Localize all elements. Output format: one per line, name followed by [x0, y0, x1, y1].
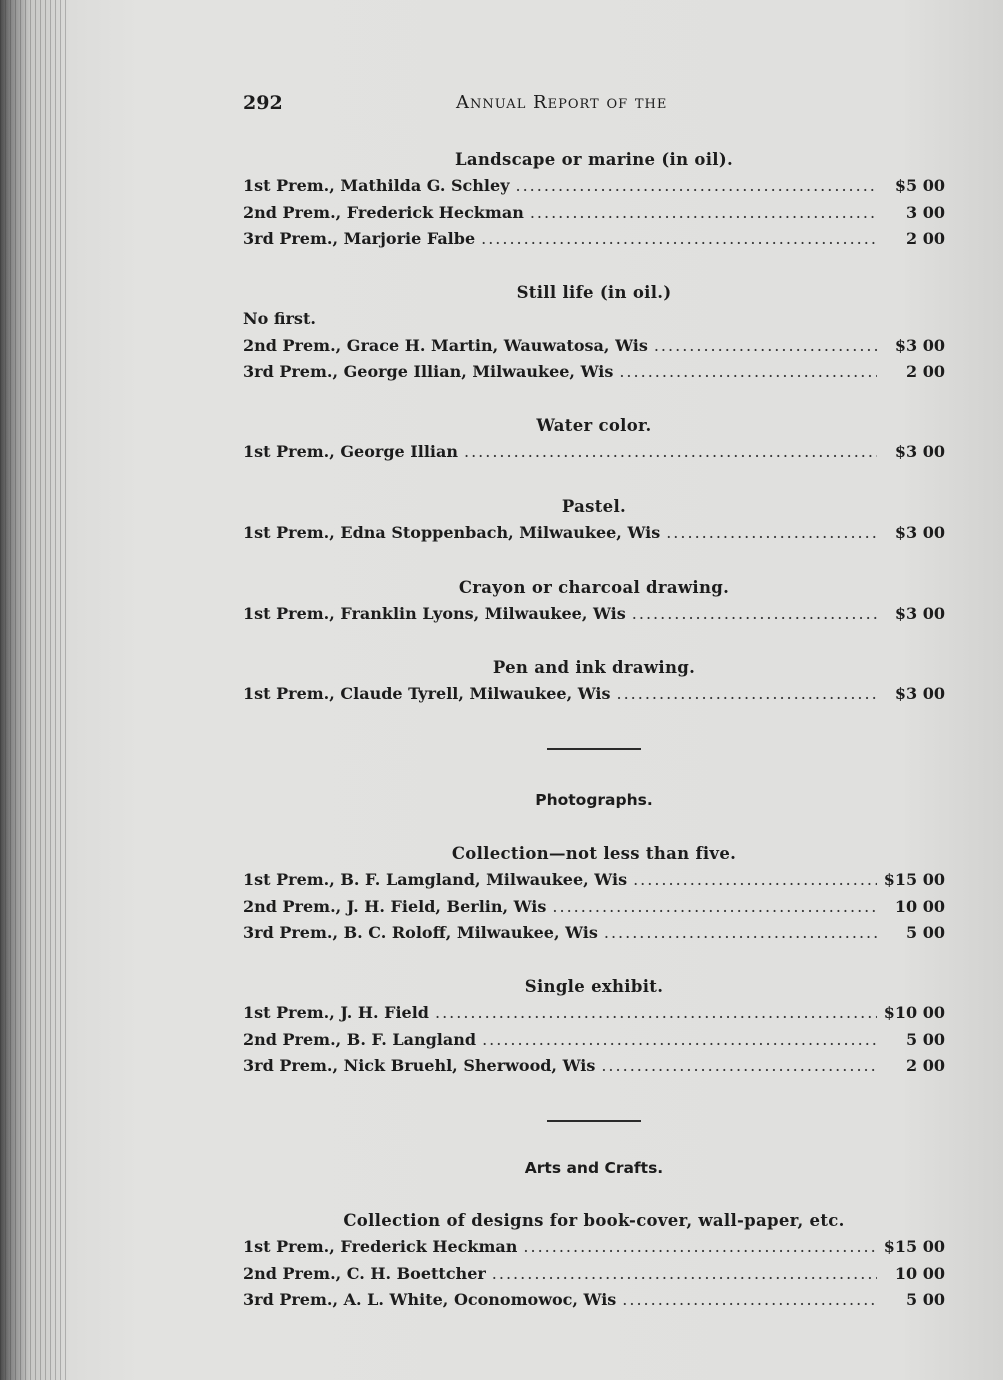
leader-dots [464, 439, 877, 466]
leader-dots [622, 1287, 877, 1314]
leader-dots [604, 920, 877, 947]
entry-amount: $3 00 [894, 442, 945, 462]
entry-label: 3rd Prem., Marjorie Falbe [243, 229, 476, 249]
award-entry [243, 226, 945, 253]
page-body [243, 146, 945, 1314]
entry-amount: 10 00 [894, 1263, 945, 1283]
award-entry [243, 681, 945, 708]
entry-label: 3rd Prem., B. C. Roloff, Milwaukee, Wis [243, 923, 598, 943]
leader-dots [515, 173, 877, 200]
leader-dots [632, 601, 877, 628]
page-header [243, 92, 943, 118]
entry-label: 3rd Prem., George Illian, Milwaukee, Wis [243, 362, 614, 382]
section-pastel [243, 493, 945, 547]
section-title: Still life (in oil.) [516, 283, 672, 303]
section-designs [243, 1207, 945, 1314]
entry-label: 1st Prem., Claude Tyrell, Milwaukee, Wis [243, 684, 611, 704]
running-title: Annual Report of the [456, 92, 668, 113]
entry-label: 1st Prem., B. F. Lamgland, Milwaukee, Wis [243, 869, 628, 889]
section-title: Single exhibit. [524, 976, 664, 996]
entry-amount: 2 00 [906, 229, 945, 249]
entry-label: 1st Prem., Mathilda G. Schley [243, 176, 510, 195]
leader-dots [616, 681, 877, 708]
award-entry [243, 1234, 945, 1261]
entry-label: 2nd Prem., Frederick Heckman [243, 202, 524, 222]
entry-label: 1st Prem., Edna Stoppenbach, Milwaukee, Wis [243, 522, 661, 542]
award-entry [243, 1053, 945, 1080]
entry-amount: $5 00 [894, 176, 945, 195]
page-edge-shadow [0, 0, 70, 1380]
award-entry [243, 1287, 945, 1314]
section-title: Pen and ink drawing. [492, 658, 696, 678]
entry-amount: 5 00 [906, 1029, 945, 1049]
entry-label: 2nd Prem., Grace H. Martin, Wauwatosa, Wis [243, 335, 648, 355]
page-number: 292 [243, 92, 283, 114]
entry-label: 1st Prem., Franklin Lyons, Milwaukee, Wis [243, 603, 626, 623]
leader-dots [482, 1027, 877, 1054]
award-entry [243, 200, 945, 227]
entry-label: 2nd Prem., C. H. Boettcher [243, 1263, 486, 1283]
award-entry [243, 920, 945, 947]
section-still-life [243, 279, 945, 386]
entry-label: 1st Prem., Frederick Heckman [243, 1237, 518, 1256]
section-title: Landscape or marine (in oil). [454, 150, 734, 169]
section-crayon [243, 574, 945, 628]
leader-dots [530, 200, 877, 227]
section-divider [547, 748, 641, 750]
leader-dots [654, 333, 877, 360]
entry-amount: $3 00 [894, 684, 945, 704]
award-entry [243, 1027, 945, 1054]
major-heading: Photographs. [535, 790, 653, 809]
section-landscape [243, 146, 945, 253]
leader-dots [552, 894, 877, 921]
entry-label: 3rd Prem., Nick Bruehl, Sherwood, Wis [243, 1056, 596, 1076]
award-entry [243, 1000, 945, 1027]
entry-amount: 5 00 [906, 1290, 945, 1310]
section-title: Crayon or charcoal drawing. [458, 577, 730, 597]
section-divider [547, 1120, 641, 1122]
section-photo-single [243, 973, 945, 1080]
section-title: Collection of designs for book-cover, wall-paper, etc. [343, 1211, 845, 1230]
leader-dots [619, 359, 877, 386]
award-entry [243, 894, 945, 921]
entry-amount: $3 00 [894, 335, 945, 355]
entry-label: 1st Prem., George Illian [243, 442, 458, 462]
entry-amount: $3 00 [894, 522, 945, 542]
entry-amount: $3 00 [894, 603, 945, 623]
leader-dots [435, 1000, 877, 1027]
award-entry [243, 333, 945, 360]
entry-amount: $10 00 [883, 1002, 945, 1022]
leader-dots [523, 1234, 877, 1261]
entry-label: 2nd Prem., J. H. Field, Berlin, Wis [243, 896, 547, 916]
section-water-color [243, 412, 945, 466]
award-entry [243, 173, 945, 200]
award-entry [243, 867, 945, 894]
section-title: Water color. [536, 416, 652, 436]
award-entry [243, 1261, 945, 1288]
section-photo-collection [243, 840, 945, 947]
entry-amount: 3 00 [906, 202, 945, 222]
section-title: Collection—not less than five. [451, 843, 737, 863]
section-note: No first. [243, 309, 316, 329]
entry-amount: 2 00 [906, 362, 945, 382]
leader-dots [666, 520, 877, 547]
entry-amount: $15 00 [883, 1237, 945, 1256]
award-entry [243, 520, 945, 547]
award-entry [243, 601, 945, 628]
entry-amount: 10 00 [894, 896, 945, 916]
entry-amount: $15 00 [883, 869, 945, 889]
section-pen-ink [243, 654, 945, 708]
entry-amount: 2 00 [906, 1056, 945, 1076]
major-heading: Arts and Crafts. [524, 1159, 664, 1177]
leader-dots [481, 226, 877, 253]
entry-amount: 5 00 [906, 923, 945, 943]
entry-label: 1st Prem., J. H. Field [243, 1002, 429, 1022]
entry-label: 2nd Prem., B. F. Langland [243, 1029, 477, 1049]
leader-dots [492, 1261, 877, 1288]
entry-label: 3rd Prem., A. L. White, Oconomowoc, Wis [243, 1290, 617, 1310]
leader-dots [633, 867, 877, 894]
section-title: Pastel. [561, 496, 627, 516]
award-entry [243, 439, 945, 466]
leader-dots [601, 1053, 877, 1080]
award-entry [243, 359, 945, 386]
